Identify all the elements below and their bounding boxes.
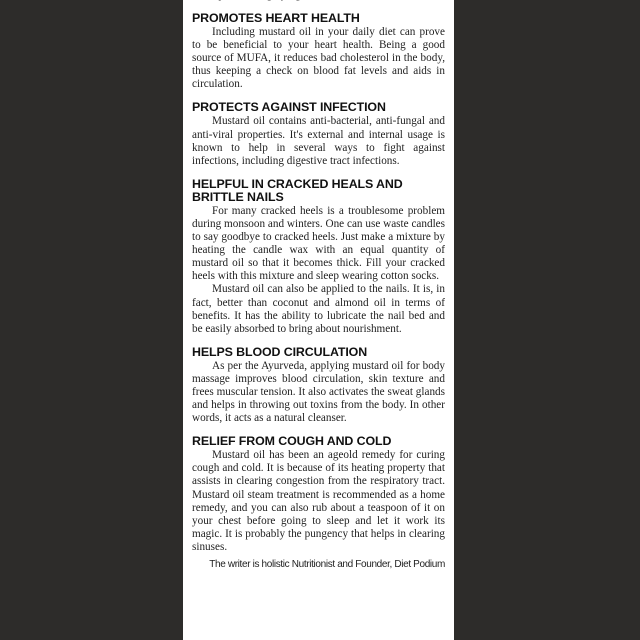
section-paragraph: Mustard oil contains anti-bacterial, anti-fungal and anti-viral properties. It's external and internal usage is known to help in several ways to fight against infections, including digestive tract infections.	[192, 115, 445, 167]
section-heading-cracked-heels: HELPFUL IN CRACKED HEALS AND BRITTLE NAILS	[192, 176, 403, 204]
newspaper-column	[183, 0, 454, 640]
section-paragraph: Mustard oil has been an ageold remedy for curing cough and cold. It is because of its heating property that assists in clearing congestion from the respiratory tract. Mustard oil steam treatment is recommended as a home remedy, and you can also rub about a teaspoon of it on your chest before going to sleep and let it work its magic. It is probably the pungency that helps in clearing sinuses.	[192, 449, 445, 553]
article-body	[192, 0, 445, 571]
section-heading-blood-circulation: HELPS BLOOD CIRCULATION	[192, 344, 368, 359]
section-heading-cough-cold: RELIEF FROM COUGH AND COLD	[192, 434, 392, 449]
section-heading-infection: PROTECTS AGAINST INFECTION	[192, 100, 386, 115]
section-heading-heart-health: PROMOTES HEART HEALTH	[192, 11, 360, 25]
author-byline: The writer is holistic Nutritionist and Founder, Diet Podium	[209, 559, 445, 570]
section-paragraph: For many cracked heels is a troublesome problem during monsoon and winters. One can use waste candles to say goodbye to cracked heels. Just make a mixture by heating the candle wax with an equal quantity of mustard oil so that it becomes thick. Fill your cracked heels with this mixture and sleep wearing cotton socks.	[192, 204, 445, 283]
section-paragraph: As per the Ayurveda, applying mustard oil for body massage improves blood circulation, skin texture and frees muscular tension. It also activates the sweat glands and helps in throwing out toxins from the body. In other words, it acts as a natural cleanser.	[192, 359, 445, 425]
section-paragraph: Including mustard oil in your daily diet can prove to be beneficial to your heart health. Being a good source of MUFA, it reduces bad cholesterol in the body, thus keeping a check on blood fat levels and aids in circulation.	[192, 26, 445, 91]
lead-fragment	[192, 0, 445, 2]
section-paragraph: Mustard oil can also be applied to the nails. It is, in fact, better than coconut and almond oil in terms of benefits. It has the ability to lubricate the nail bed and be easily absorbed to bring about nourishment.	[192, 283, 445, 335]
